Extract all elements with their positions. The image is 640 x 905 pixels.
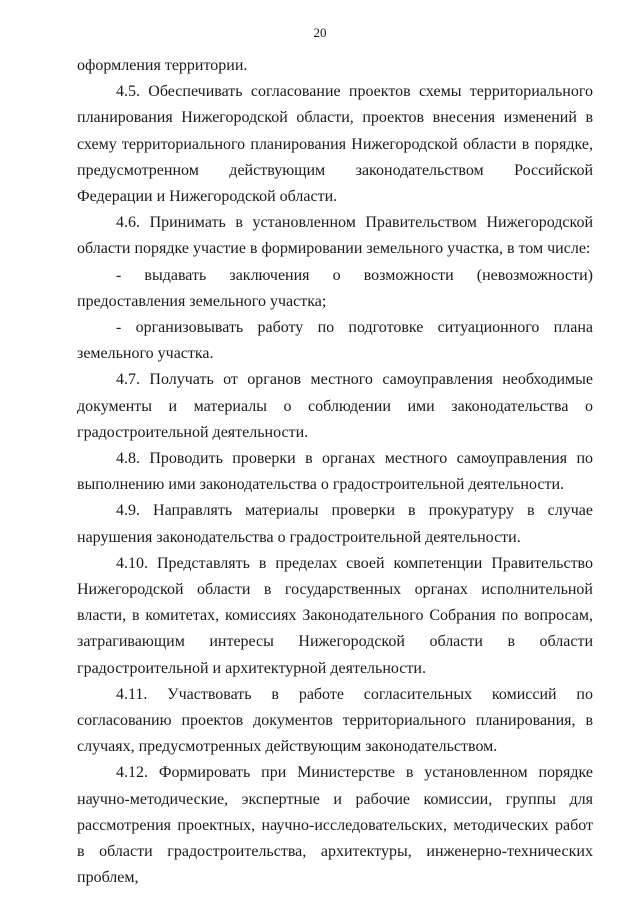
paragraph-4-8: 4.8. Проводить проверки в органах местного самоуправления по выполнению ими законодательства о градостроительной деятельности. [77,450,593,494]
paragraph-4-5: 4.5. Обеспечивать согласование проектов схемы территориального планирования Нижегородской области, проектов внесения изменений в схему территориального планирования Нижегородской области в порядке, предусмотренном действующим законодательством Российской Федерации и Нижегородской области. [77,83,593,206]
paragraph-4-9: 4.9. Направлять материалы проверки в прокуратуру в случае нарушения законодательства о градостроительной деятельности. [77,502,593,546]
list-item-issue-conclusions: - выдавать заключения о возможности (невозможности) предоставления земельного участка; [77,266,593,310]
page-number: 20 [313,25,327,40]
document-body [77,53,593,892]
paragraph-continuation: оформления территории. [77,57,248,74]
paragraph-4-11: 4.11. Участвовать в работе согласительных комиссий по согласованию проектов документов территориального планирования, в случаях, предусмотренных действующим законодательством. [77,685,593,756]
paragraph-4-7: 4.7. Получать от органов местного самоуправления необходимые документы и материалы о соблюдении ими законодательства о градостроительной деятельности. [77,371,593,441]
paragraph-4-12: 4.12. Формировать при Министерстве в установленном порядке научно-методические, экспертные и рабочие комиссии, группы для рассмотрения проектных, научно-исследовательских, методических работ в области градостроительства, архитектуры, инженерно-технических проблем, [77,764,593,887]
list-item-organize-work: - организовывать работу по подготовке ситуационного плана земельного участка. [77,319,593,363]
paragraph-4-6: 4.6. Принимать в установленном Правительством Нижегородской области порядке участие в формировании земельного участка, в том числе: [77,214,593,258]
paragraph-4-10: 4.10. Представлять в пределах своей компетенции Правительство Нижегородской области в государственных органах исполнительной власти, в комитетах, комиссиях Законодательного Собрания по вопросам, затрагивающим интересы Нижегородской области в области градостроительной и архитектурной деятельности. [77,554,593,677]
